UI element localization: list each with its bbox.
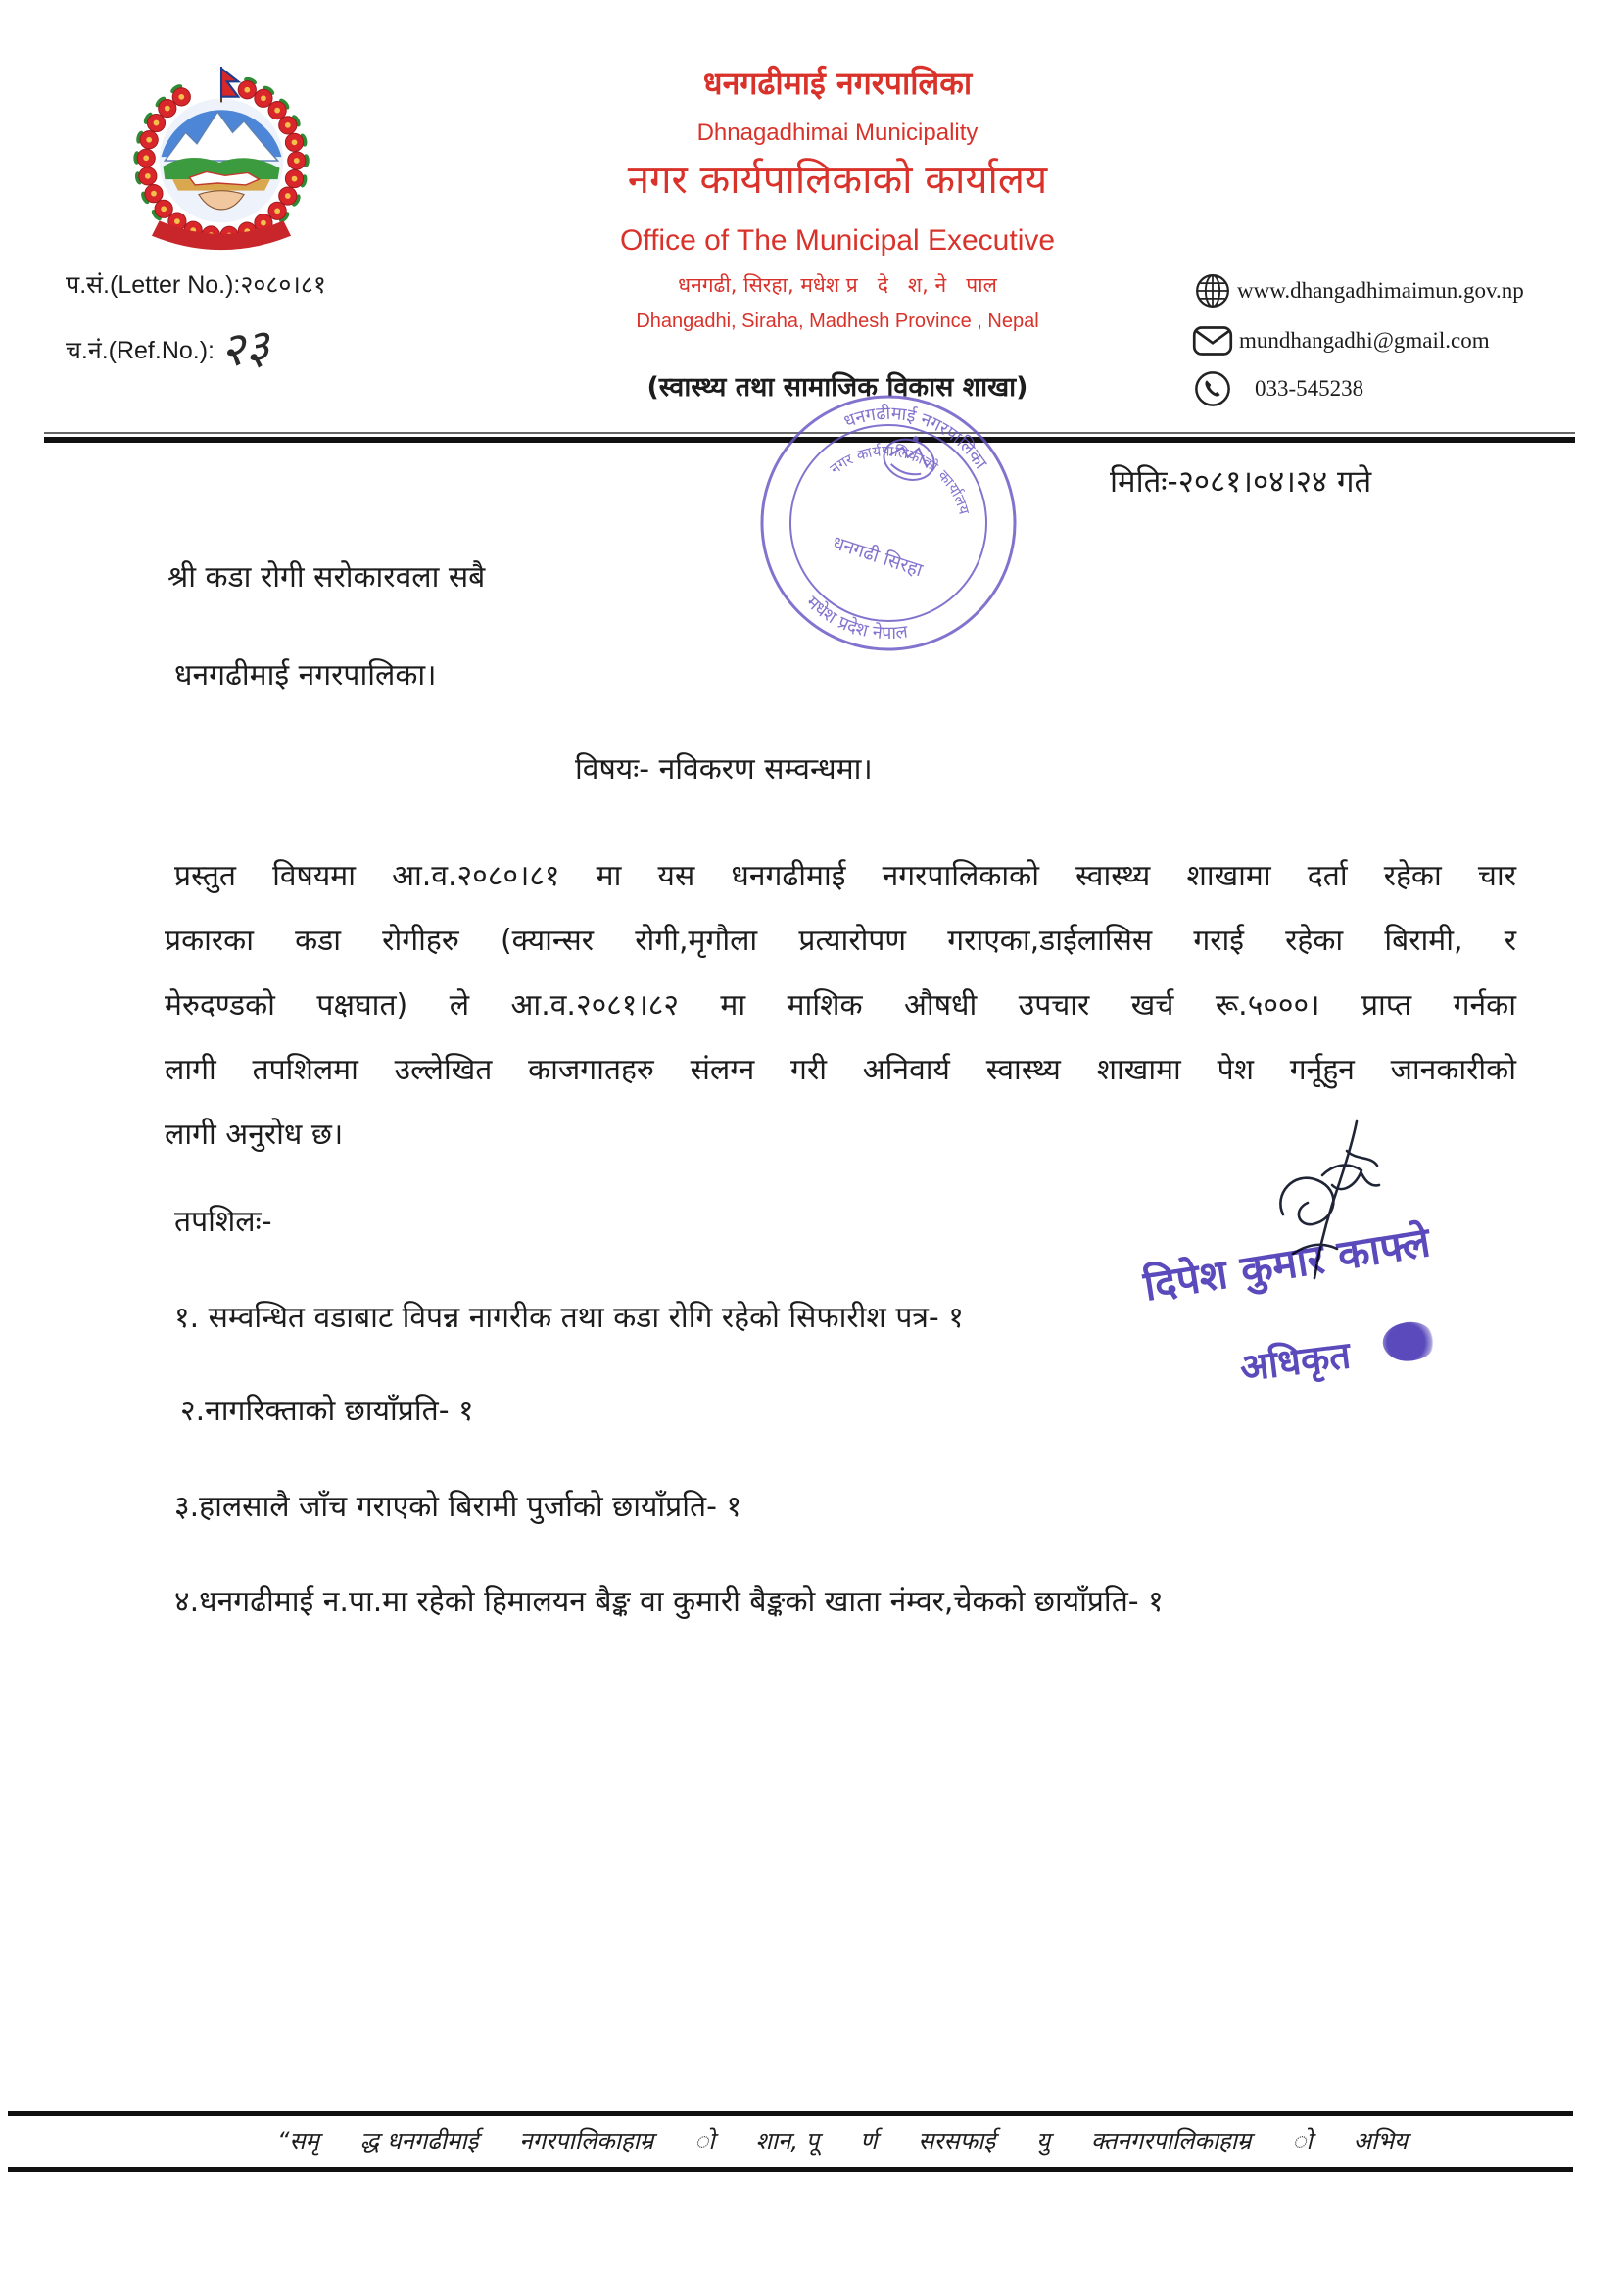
reference-number: [66, 315, 272, 379]
body-line: लागी तपशिलमा उल्लेखित काजगातहरु संलग्न गरी अनिवार्य स्वास्थ्य शाखामा पेश गर्नूहुन जानकारीको: [165, 1053, 1516, 1087]
seal-inner-line-text: धनगढी सिरहा: [830, 532, 926, 582]
body-line: प्रकारका कडा रोगीहरु (क्यान्सर रोगी,मृगौला प्रत्यारोपण गराएका,डाईलासिस गराई रहेका बिरामी, र: [165, 924, 1516, 958]
phone-icon: [1194, 370, 1231, 407]
rhododendron-flower-centre: [292, 139, 298, 145]
letter-number-label: प.सं.(Letter No.):: [66, 271, 241, 299]
rhododendron-flower-centre: [261, 220, 266, 226]
branch-name: (स्वास्थ्य तथा सामाजिक विकास शाखा): [646, 372, 1028, 403]
seal-inner-ring: [765, 400, 1012, 646]
rhododendron-flower-centre: [151, 191, 157, 197]
rhododendron-flower-centre: [174, 218, 180, 224]
office-address-nepali: धनगढी, सिरहा, मधेश प्र दे श, ने पाल: [678, 273, 997, 297]
nepal-emblem-logo: [127, 63, 315, 257]
seal-outer-ring: [751, 386, 1026, 660]
phone-text: 033-545238: [1255, 376, 1364, 401]
attachment-item: ३.हालसालै जाँच गराएको बिरामी पुर्जाको छायाँप्रति- १: [174, 1490, 742, 1524]
rhododendron-flower-centre: [178, 94, 184, 100]
rhododendron-flower-centre: [261, 95, 266, 101]
contact-phone: [1194, 370, 1363, 407]
seal-ring-bottom-text: मधेश प्रदेश नेपाल: [801, 592, 909, 644]
rhododendron-flower-centre: [165, 106, 170, 112]
addressee-line-2: धनगढीमाई नगरपालिका।: [174, 658, 437, 692]
rhododendron-flower-centre: [244, 87, 250, 93]
globe-icon: [1194, 272, 1231, 310]
addressee-line-1: श्री कडा रोगी सरोकारवला सबै: [167, 560, 486, 595]
footer-rule-top: [8, 2111, 1573, 2116]
rhododendron-flower-centre: [274, 208, 280, 214]
footer-motto-segment: शान, पू: [755, 2127, 820, 2155]
attachment-item: ४.धनगढीमाई न.पा.मा रहेको हिमालयन बैङ्क वा कुमारी बैङ्कको खाता नंम्वर,चेकको छायाँप्रति- १: [174, 1585, 1164, 1619]
website-text: www.dhangadhimaimun.gov.np: [1237, 278, 1524, 303]
office-seal: [751, 386, 1026, 660]
body-line: मेरुदण्डको पक्षघात) ले आ.व.२०८१।८२ मा माशिक औषधी उपचार खर्च रू.५०००। प्राप्त गर्नका: [165, 988, 1516, 1023]
rhododendron-flower-centre: [285, 122, 291, 128]
municipality-name-english: Dhnagadhimai Municipality: [696, 119, 979, 146]
footer-motto-segment: द्ध धनगढीमाई: [359, 2127, 479, 2155]
reference-number-handwritten: २३: [217, 318, 272, 379]
footer-motto-segment: ो: [694, 2127, 715, 2155]
contact-website: [1194, 272, 1524, 310]
attachments-heading: तपशिलः-: [174, 1205, 272, 1239]
signatory-name-stamp: दिपेश कुमार काफ्ले: [1140, 1217, 1434, 1310]
footer-motto-segment: नगरपालिकाहाम्र: [519, 2127, 654, 2155]
footer-motto-segment: क्तनगरपालिकाहाम्र: [1090, 2127, 1252, 2155]
letter-number-value: २०८०।८१: [240, 271, 326, 299]
footer-motto-segment: ो: [1292, 2127, 1313, 2155]
rhododendron-flower-centre: [274, 108, 280, 114]
footer-motto-segment: सरसफाई: [918, 2127, 996, 2155]
letter-date: मितिः-२०८१।०४।२४ गते: [1110, 464, 1372, 500]
seal-inner-arc-text: नगर कार्यपालिकाको कार्यालय: [826, 442, 974, 517]
body-line: प्रस्तुत विषयमा आ.व.२०८०।८१ मा यस धनगढीमाई नगरपालिकाको स्वास्थ्य शाखामा दर्ता रहेका चार: [174, 859, 1516, 893]
letter-number: [66, 270, 326, 300]
emblem-flag: [221, 67, 238, 102]
contact-email: [1192, 325, 1490, 357]
rhododendron-flower-centre: [146, 137, 152, 143]
rhododendron-flower-centre: [285, 193, 291, 199]
body-line: लागी अनुरोध छ।: [165, 1118, 344, 1152]
office-name-english: Office of The Municipal Executive: [619, 224, 1056, 257]
reference-number-label: च.नं.(Ref.No.):: [66, 337, 215, 364]
footer-motto-segment: यु: [1036, 2127, 1050, 2155]
footer-motto: [277, 2127, 1408, 2156]
letter-subject: विषयः- नविकरण सम्वन्धमा।: [575, 752, 873, 786]
rhododendron-flower-centre: [154, 120, 160, 126]
footer-motto-segment: र्ण: [860, 2127, 878, 2155]
attachment-item: १. सम्वन्धित वडाबाट विपन्न नागरीक तथा कडा रोगि रहेको सिफारीश पत्र- १: [174, 1301, 964, 1335]
rhododendron-flower-centre: [294, 158, 300, 164]
seal-ring-top-text: धनगढीमाई नगरपालिका: [840, 403, 991, 474]
attachment-item: २.नागरिक्ताको छायाँप्रति- १: [180, 1394, 474, 1428]
rhododendron-flower-centre: [143, 155, 149, 161]
stamp-ink-blot: [1379, 1316, 1439, 1367]
rhododendron-flower-centre: [161, 206, 167, 212]
signatory-title-stamp: अधिकृत: [1237, 1333, 1354, 1390]
envelope-icon: [1192, 325, 1233, 357]
municipality-name-nepali: धनगढीमाई नगरपालिका: [702, 65, 973, 102]
footer-rule-bottom: [8, 2167, 1573, 2172]
footer-motto-segment: “समृ: [277, 2127, 320, 2155]
email-text: mundhangadhi@gmail.com: [1239, 328, 1490, 353]
rhododendron-flower-centre: [292, 176, 298, 182]
rhododendron-flower-centre: [145, 173, 151, 179]
office-name-nepali: नगर कार्यपालिकाको कार्यालय: [627, 158, 1048, 203]
footer-motto-segment: अभिय: [1353, 2127, 1408, 2155]
office-address-english: Dhangadhi, Siraha, Madhesh Province , Nepal: [636, 310, 1039, 332]
